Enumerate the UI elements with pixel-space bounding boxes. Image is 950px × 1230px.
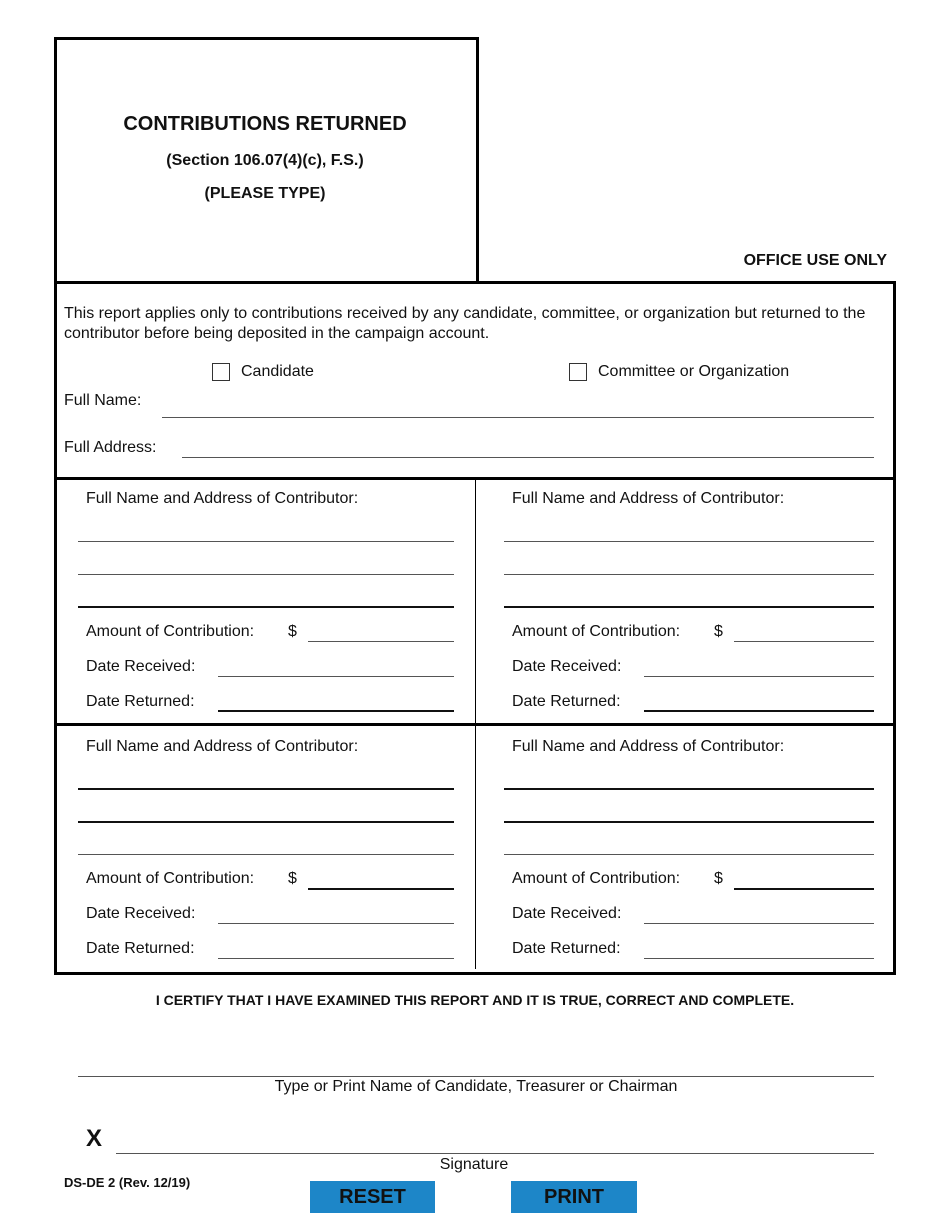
contributor-name-label: Full Name and Address of Contributor:	[512, 490, 785, 507]
contributor-address-line[interactable]	[504, 854, 874, 855]
committee-checkbox[interactable]	[569, 363, 587, 381]
date-returned-field[interactable]	[218, 710, 454, 712]
contributor-name-label: Full Name and Address of Contributor:	[512, 738, 785, 755]
contributor-name-label: Full Name and Address of Contributor:	[86, 490, 359, 507]
candidate-label: Candidate	[241, 363, 314, 380]
amount-field[interactable]	[308, 888, 454, 890]
form-title: CONTRIBUTIONS RETURNED	[123, 113, 407, 135]
type-instruction: (PLEASE TYPE)	[204, 185, 326, 202]
reset-button[interactable]: RESET	[310, 1181, 435, 1213]
contributor-address-line[interactable]	[504, 541, 874, 542]
committee-label: Committee or Organization	[598, 363, 790, 380]
candidate-checkbox[interactable]	[212, 363, 230, 381]
contributor-address-line[interactable]	[504, 606, 874, 608]
date-returned-label: Date Returned:	[512, 693, 621, 710]
date-received-field[interactable]	[644, 676, 874, 677]
date-received-field[interactable]	[644, 923, 874, 924]
date-returned-label: Date Returned:	[86, 693, 195, 710]
full-address-label: Full Address:	[64, 439, 157, 456]
form-number: DS-DE 2 (Rev. 12/19)	[64, 1175, 191, 1190]
date-returned-label: Date Returned:	[86, 940, 195, 957]
amount-label: Amount of Contribution:	[512, 870, 681, 887]
date-returned-field[interactable]	[644, 710, 874, 712]
amount-field[interactable]	[734, 888, 874, 890]
date-received-label: Date Received:	[512, 905, 622, 922]
contributor-address-line[interactable]	[78, 854, 454, 855]
amount-label: Amount of Contribution:	[512, 623, 681, 640]
contributor-address-line[interactable]	[78, 574, 454, 575]
statute-reference: (Section 106.07(4)(c), F.S.)	[166, 152, 364, 169]
currency-symbol: $	[714, 623, 723, 640]
currency-symbol: $	[288, 870, 297, 887]
print-button[interactable]: PRINT	[511, 1181, 637, 1213]
date-returned-field[interactable]	[644, 958, 874, 959]
date-returned-field[interactable]	[218, 958, 454, 959]
amount-field[interactable]	[308, 641, 454, 642]
date-received-field[interactable]	[218, 676, 454, 677]
printed-name-caption: Type or Print Name of Candidate, Treasurer or Chairman	[274, 1078, 678, 1095]
full-name-label: Full Name:	[64, 392, 142, 409]
date-received-label: Date Received:	[86, 658, 196, 675]
amount-label: Amount of Contribution:	[86, 870, 255, 887]
contributor-address-line[interactable]	[78, 788, 454, 790]
signature-caption: Signature	[439, 1156, 509, 1173]
amount-label: Amount of Contribution:	[86, 623, 255, 640]
contributor-address-line[interactable]	[78, 606, 454, 608]
contributor-name-label: Full Name and Address of Contributor:	[86, 738, 359, 755]
printed-name-field[interactable]	[78, 1076, 874, 1077]
column-divider	[475, 480, 476, 969]
date-received-field[interactable]	[218, 923, 454, 924]
date-returned-label: Date Returned:	[512, 940, 621, 957]
contributor-address-line[interactable]	[504, 574, 874, 575]
date-received-label: Date Received:	[86, 905, 196, 922]
date-received-label: Date Received:	[512, 658, 622, 675]
contributor-address-line[interactable]	[504, 821, 874, 823]
contributor-address-line[interactable]	[78, 821, 454, 823]
amount-field[interactable]	[734, 641, 874, 642]
signature-x-mark: X	[86, 1125, 103, 1152]
certification-statement: I CERTIFY THAT I HAVE EXAMINED THIS REPORT AND IT IS TRUE, CORRECT AND COMPLETE.	[155, 992, 795, 1008]
contributor-address-line[interactable]	[78, 541, 454, 542]
intro-text: This report applies only to contributions received by any candidate, committee, or organization but returned to the contributor before being deposited in the campaign account.	[64, 305, 866, 342]
contributor-address-line[interactable]	[504, 788, 874, 790]
currency-symbol: $	[288, 623, 297, 640]
currency-symbol: $	[714, 870, 723, 887]
signature-field[interactable]	[116, 1153, 874, 1154]
office-use-label: OFFICE USE ONLY	[743, 252, 887, 269]
full-name-field[interactable]	[162, 417, 874, 418]
full-address-field[interactable]	[182, 457, 874, 458]
